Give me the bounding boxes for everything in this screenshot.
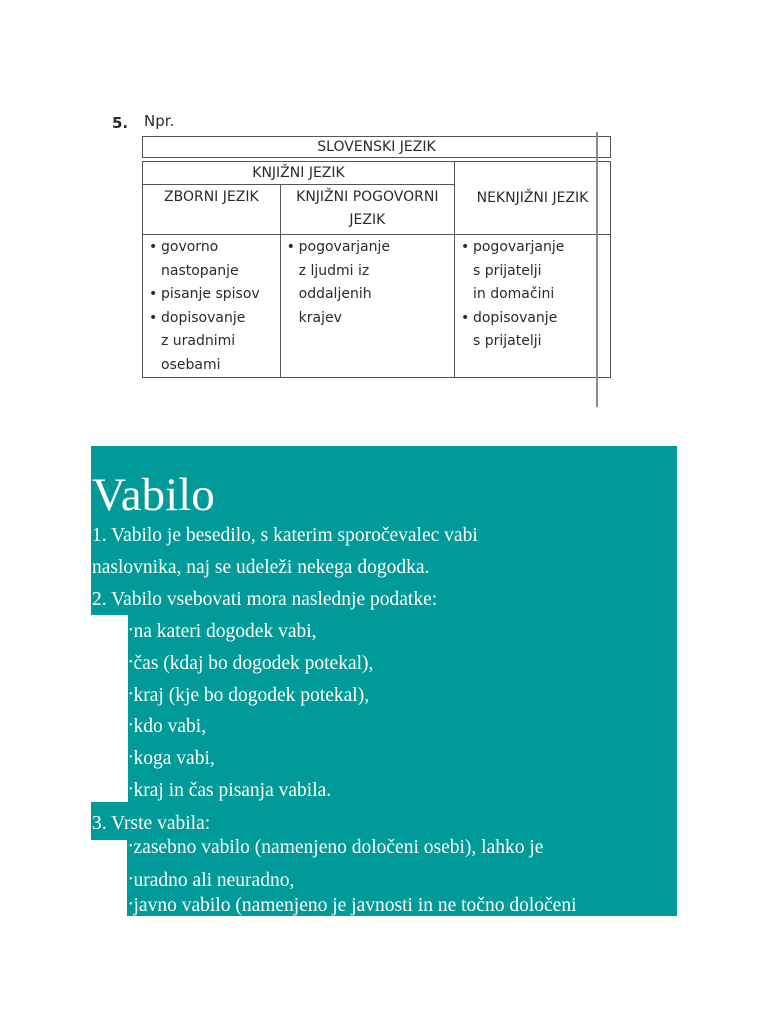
header-zborni-jezik: ZBORNI JEZIK bbox=[143, 185, 281, 235]
list-item: • pogovarjanje bbox=[460, 239, 565, 255]
list-item: oddaljenih bbox=[298, 286, 372, 302]
list-item: •na kateri dogodek vabi, bbox=[129, 621, 317, 642]
table-row bbox=[143, 162, 611, 185]
list-item: •kraj (kje bo dogodek potekal), bbox=[129, 685, 370, 706]
zborni-cell bbox=[143, 235, 281, 378]
exercise-number: 5. bbox=[112, 114, 129, 132]
paragraph-1-line-1: 1. Vabilo je besedilo, s katerim sporočevalec vabi bbox=[92, 525, 478, 546]
list-item: • pisanje spisov bbox=[149, 286, 260, 302]
list-item: • dopisovanje bbox=[460, 309, 558, 326]
table-row bbox=[143, 235, 611, 378]
list-item: z uradnimi bbox=[161, 333, 236, 349]
list-item: nastopanje bbox=[161, 262, 239, 279]
header-knjizni-jezik: KNJIŽNI JEZIK bbox=[143, 162, 455, 185]
list-item: s prijatelji bbox=[472, 262, 542, 279]
list-item: osebami bbox=[161, 356, 221, 373]
list-item: •koga vabi, bbox=[129, 748, 215, 769]
table-row bbox=[143, 137, 611, 158]
paragraph-2: 2. Vabilo vsebovati mora naslednje podatke: bbox=[92, 589, 438, 610]
indent-gap bbox=[91, 615, 128, 802]
list-item: • pogovarjanje bbox=[286, 239, 391, 255]
list-item: •kraj in čas pisanja vabila. bbox=[129, 780, 332, 801]
list-item: •uradno ali neuradno, bbox=[129, 870, 295, 891]
vabilo-title: Vabilo bbox=[92, 469, 215, 521]
language-table bbox=[142, 136, 611, 378]
list-item: •zasebno vabilo (namenjeno določeni osebi), lahko je bbox=[129, 837, 544, 858]
pogovorni-cell bbox=[280, 235, 454, 378]
list-item: • govorno bbox=[149, 239, 219, 255]
neknjizni-cell bbox=[454, 235, 610, 378]
list-item: •kdo vabi, bbox=[129, 716, 207, 737]
scan-edge-line bbox=[596, 132, 598, 407]
list-item: z ljudmi iz bbox=[298, 262, 370, 279]
header-slovenski-jezik: SLOVENSKI JEZIK bbox=[143, 137, 611, 158]
paragraph-3: 3. Vrste vabila: bbox=[92, 813, 211, 834]
list-item: •čas (kdaj bo dogodek potekal), bbox=[129, 653, 374, 674]
list-item: krajev bbox=[298, 309, 342, 326]
header-neknjizni-jezik: NEKNJIŽNI JEZIK bbox=[454, 162, 610, 235]
list-item: s prijatelji bbox=[472, 333, 542, 349]
header-knjizni-pogovorni: KNJIŽNI POGOVORNI JEZIK bbox=[280, 185, 454, 235]
list-item: •javno vabilo (namenjeno je javnosti in ne točno določeni bbox=[129, 895, 577, 916]
exercise-intro: Npr. bbox=[144, 112, 175, 130]
paragraph-1-line-2: naslovnika, naj se udeleži nekega dogodka. bbox=[92, 557, 430, 578]
list-item: • dopisovanje bbox=[149, 309, 246, 326]
list-item: in domačini bbox=[472, 286, 555, 302]
scanned-table-figure bbox=[108, 108, 608, 408]
